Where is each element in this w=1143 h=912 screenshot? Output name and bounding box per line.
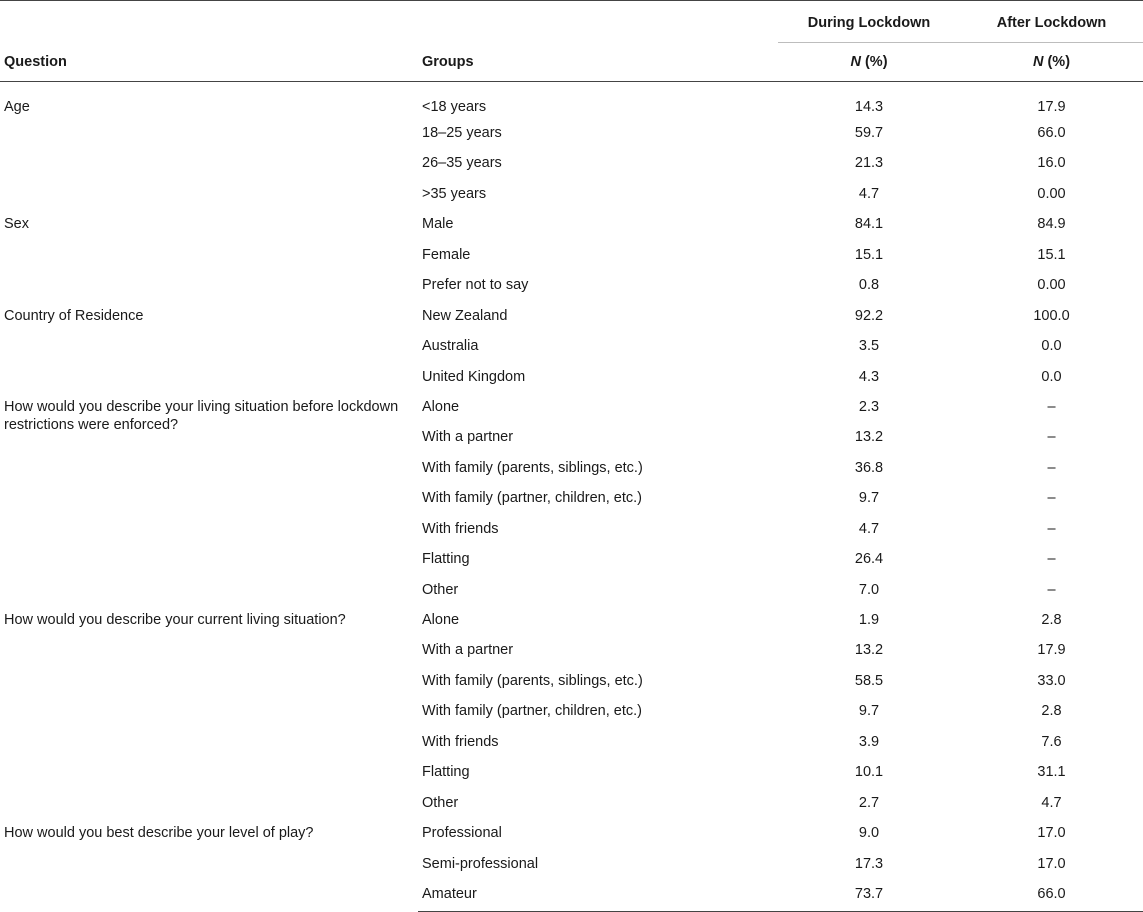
group-cell: With family (parents, siblings, etc.) [422,459,643,476]
group-cell: Male [422,216,454,233]
group-cell: Professional [422,825,502,842]
during-value-cell: 17.3 [854,855,884,872]
after-value-cell: – [1047,551,1056,568]
during-value-cell: 13.2 [854,429,884,446]
during-value-cell: 3.5 [858,338,880,355]
group-cell: Australia [422,338,479,355]
table-row [0,211,1143,241]
after-value-cell: 0.0 [1041,338,1062,355]
table-row [0,82,1143,121]
during-value-cell: 4.3 [858,368,880,385]
group-cell: With a partner [422,429,514,446]
group-cell: Alone [422,398,460,415]
during-value-cell: 0.8 [858,277,880,294]
after-value-cell: 2.8 [1041,612,1062,628]
after-value-cell: 33.0 [1037,672,1066,689]
after-value-cell: 0.00 [1037,277,1066,294]
n-symbol: N [850,54,861,70]
table-body [0,82,1143,912]
after-value-cell: 17.0 [1037,825,1066,842]
group-cell: >35 years [422,185,487,202]
question-cell: How would you describe your current living situation? [4,612,346,628]
question-cell: How would you best describe your level of play? [4,825,314,842]
header-after-lockdown: After Lockdown [960,1,1143,43]
after-value-cell: 0.00 [1037,185,1066,202]
during-value-cell: 92.2 [854,307,884,324]
during-value-cell: 10.1 [854,764,884,781]
group-cell: With a partner [422,642,514,659]
after-value-cell: 2.8 [1041,703,1062,720]
after-value-cell: 17.9 [1037,642,1066,659]
after-value-cell: 100.0 [1033,307,1070,324]
during-value-cell: 73.7 [778,881,960,912]
group-cell: Alone [422,612,460,628]
group-cell: Other [422,581,459,598]
group-cell: With family (partner, children, etc.) [422,703,642,720]
question-cell: Country of Residence [4,307,144,324]
group-cell: Prefer not to say [422,277,529,294]
group-cell: With friends [422,733,499,750]
after-value-cell: 4.7 [1041,794,1062,811]
header-spacer [0,1,418,43]
group-cell: Flatting [422,764,470,781]
during-value-cell: 84.1 [854,216,884,233]
header-spacer [418,1,778,43]
after-value-cell: – [1047,581,1056,598]
during-value-cell: 1.9 [858,612,880,628]
group-cell: With friends [422,520,499,537]
during-value-cell: 9.7 [858,490,880,507]
after-value-cell: 84.9 [1037,216,1066,233]
after-value-cell: 31.1 [1037,764,1066,781]
group-cell: Female [422,246,471,263]
after-value-cell: 16.0 [1037,155,1066,172]
group-cell: United Kingdom [422,368,526,385]
group-cell: 18–25 years [422,125,502,141]
header-during-n [778,43,960,82]
after-value-cell: – [1047,459,1056,476]
group-cell: Other [422,794,459,811]
during-value-cell: 4.7 [858,520,880,537]
during-value-cell: 4.7 [858,185,880,202]
after-value-cell: – [1047,398,1056,415]
during-value-cell: 13.2 [854,642,884,659]
after-value-cell: – [1047,429,1056,446]
group-cell: Semi-professional [422,855,539,872]
during-value-cell: 9.0 [858,825,880,842]
group-cell: With family (parents, siblings, etc.) [422,672,643,689]
during-value-cell: 59.7 [854,125,884,141]
during-value-cell: 14.3 [854,99,884,115]
group-cell: 26–35 years [422,155,502,172]
after-value-cell: – [1047,490,1056,507]
during-value-cell: 2.3 [858,398,880,415]
table-row [0,607,1143,637]
question-cell: Age [4,99,30,115]
n-symbol: N [1032,54,1044,70]
question-cell: Sex [4,216,29,233]
group-cell: New Zealand [422,307,508,324]
during-value-cell: 7.0 [858,581,880,598]
header-after-n [960,43,1143,82]
during-value-cell: 15.1 [854,246,884,263]
after-value-cell: – [1047,520,1056,537]
group-cell: With family (partner, children, etc.) [422,490,642,507]
question-cell: How would you describe your living situation before lockdown restrictions were enforced? [4,398,399,433]
table-row [0,394,1143,424]
during-value-cell: 2.7 [858,794,880,811]
during-value-cell: 3.9 [858,733,880,750]
after-value-cell: 66.0 [1037,125,1066,141]
table-row [0,303,1143,333]
header-row-groups [0,1,1143,43]
during-value-cell: 21.3 [854,155,884,172]
during-value-cell: 36.8 [854,459,884,476]
group-cell: <18 years [422,99,487,115]
after-value-cell: 7.6 [1041,733,1062,750]
after-value-cell: 0.0 [1041,368,1062,385]
after-value-cell: 66.0 [960,881,1143,912]
header-row-columns [0,43,1143,82]
table-row [0,820,1143,850]
header-question: Question [0,43,418,82]
after-value-cell: 17.0 [1037,855,1066,872]
pct-label: (%) [860,54,888,70]
group-cell: Amateur [418,881,778,912]
after-value-cell: 15.1 [1037,246,1066,263]
during-value-cell: 26.4 [854,551,884,568]
after-value-cell: 17.9 [1037,99,1066,115]
header-during-lockdown: During Lockdown [778,1,960,43]
group-cell: Flatting [422,551,470,568]
header-groups: Groups [418,43,778,82]
during-value-cell: 58.5 [854,672,884,689]
pct-label: (%) [1043,54,1071,70]
during-value-cell: 9.7 [858,703,880,720]
